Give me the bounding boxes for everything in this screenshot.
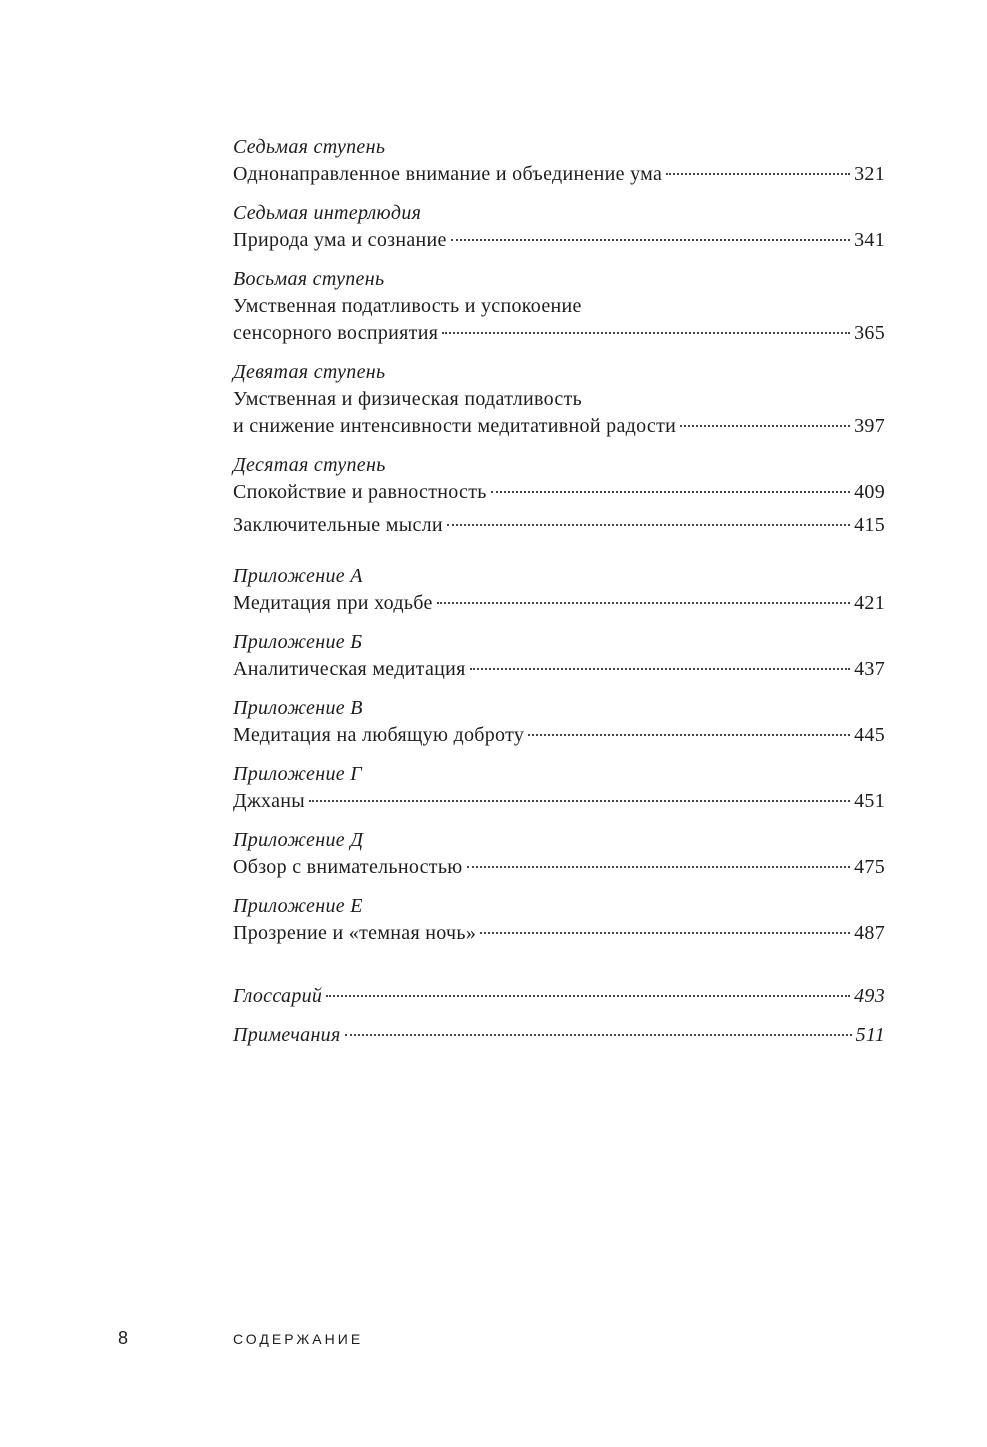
dot-leader bbox=[309, 800, 850, 802]
toc-entry-title: Обзор с внимательностью bbox=[233, 856, 463, 878]
toc-entry-heading: Приложение В bbox=[233, 697, 363, 719]
dot-leader bbox=[442, 332, 850, 334]
toc-entry-appendix-e[interactable] bbox=[233, 893, 885, 947]
toc-entry-appendix-g[interactable] bbox=[233, 761, 885, 815]
toc-entry-page: 421 bbox=[854, 592, 885, 614]
toc-entry-page: 341 bbox=[854, 229, 885, 251]
toc-entry-heading: Десятая ступень bbox=[233, 454, 386, 476]
toc-entry-line bbox=[233, 161, 885, 188]
toc-entry-page: 365 bbox=[854, 322, 885, 344]
toc-entry-heading: Седьмая ступень bbox=[233, 136, 386, 158]
toc-entry-line bbox=[233, 227, 885, 254]
toc-entry-line bbox=[233, 656, 885, 683]
toc-entry-page: 475 bbox=[854, 856, 885, 878]
toc-entry-title: сенсорного восприятия bbox=[233, 322, 439, 344]
running-title: СОДЕРЖАНИЕ bbox=[233, 1331, 364, 1347]
toc-entry-title: Заключительные мысли bbox=[233, 514, 443, 536]
toc-entry-page: 445 bbox=[854, 724, 885, 746]
toc-entry-title: Медитация на любящую доброту bbox=[233, 724, 525, 746]
toc-entry-heading: Приложение Е bbox=[233, 895, 363, 917]
toc-entry-seventh-stage[interactable] bbox=[233, 134, 885, 188]
toc-entry-line bbox=[233, 1022, 885, 1049]
toc-entry-page: 451 bbox=[854, 790, 885, 812]
dot-leader bbox=[326, 995, 850, 997]
toc-entry-heading: Приложение А bbox=[233, 565, 363, 587]
toc-entry-ninth-stage[interactable] bbox=[233, 359, 885, 440]
toc-entry-line bbox=[233, 413, 885, 440]
toc-entry-title: и снижение интенсивности медитативной радости bbox=[233, 415, 677, 437]
dot-leader bbox=[480, 932, 850, 934]
dot-leader bbox=[491, 491, 850, 493]
toc-entry-line bbox=[233, 512, 885, 539]
toc-entry-title: Медитация при ходьбе bbox=[233, 592, 433, 614]
toc-entry-title: Спокойствие и равностность bbox=[233, 481, 487, 503]
toc-entry-title: Джханы bbox=[233, 790, 306, 812]
toc-entry-line bbox=[233, 320, 885, 347]
dot-leader bbox=[666, 173, 850, 175]
dot-leader bbox=[528, 734, 850, 736]
toc-entry-line bbox=[233, 722, 885, 749]
toc-entry-heading: Восьмая ступень bbox=[233, 268, 385, 290]
toc-entry-title: Прозрение и «темная ночь» bbox=[233, 922, 477, 944]
toc-entry-appendix-v[interactable] bbox=[233, 695, 885, 749]
page-number: 8 bbox=[118, 1328, 129, 1348]
toc-entry-line bbox=[233, 983, 885, 1010]
toc-entry-appendix-d[interactable] bbox=[233, 827, 885, 881]
toc-entry-title-line: Умственная податливость и успокоение bbox=[233, 295, 582, 317]
dot-leader bbox=[345, 1034, 852, 1036]
toc-entry-page: 437 bbox=[854, 658, 885, 680]
toc-entry-line bbox=[233, 854, 885, 881]
dot-leader bbox=[680, 425, 850, 427]
toc-entry-page: 493 bbox=[854, 985, 885, 1007]
toc-entry-line bbox=[233, 920, 885, 947]
toc-entry-heading: Приложение Д bbox=[233, 829, 364, 851]
toc-entry-page: 487 bbox=[854, 922, 885, 944]
toc-entry-page: 415 bbox=[854, 514, 885, 536]
toc-entry-heading: Приложение Б bbox=[233, 631, 363, 653]
toc-entry-appendix-a[interactable] bbox=[233, 563, 885, 617]
toc-entry-title: Примечания bbox=[233, 1024, 341, 1046]
dot-leader bbox=[470, 668, 850, 670]
toc-entry-line bbox=[233, 590, 885, 617]
dot-leader bbox=[437, 602, 850, 604]
toc-entry-page: 511 bbox=[855, 1024, 885, 1046]
toc-entry-title: Глоссарий bbox=[233, 985, 323, 1007]
toc-entry-heading: Седьмая интерлюдия bbox=[233, 202, 422, 224]
toc-entry-eighth-stage[interactable] bbox=[233, 266, 885, 347]
toc-entry-seventh-interlude[interactable] bbox=[233, 200, 885, 254]
toc-entry-title: Природа ума и сознание bbox=[233, 229, 447, 251]
toc-entry-line bbox=[233, 788, 885, 815]
toc-entry-page: 397 bbox=[854, 415, 885, 437]
toc-entry-page: 321 bbox=[854, 163, 885, 185]
toc-entry-title-line: Умственная и физическая податливость bbox=[233, 388, 583, 410]
dot-leader bbox=[467, 866, 851, 868]
toc-entry-line bbox=[233, 479, 885, 506]
toc-entry-appendix-b[interactable] bbox=[233, 629, 885, 683]
toc-entry-notes[interactable] bbox=[233, 1022, 885, 1049]
toc-entry-closing-thoughts[interactable] bbox=[233, 512, 885, 539]
dot-leader bbox=[447, 524, 850, 526]
toc-entry-glossary[interactable] bbox=[233, 983, 885, 1010]
toc-entry-heading: Девятая ступень bbox=[233, 361, 386, 383]
dot-leader bbox=[451, 239, 850, 241]
toc-entry-page: 409 bbox=[854, 481, 885, 503]
toc-entry-heading: Приложение Г bbox=[233, 763, 362, 785]
table-of-contents bbox=[233, 134, 885, 1061]
toc-entry-title: Однонаправленное внимание и объединение ума bbox=[233, 163, 663, 185]
toc-entry-tenth-stage[interactable] bbox=[233, 452, 885, 506]
toc-entry-title: Аналитическая медитация bbox=[233, 658, 466, 680]
